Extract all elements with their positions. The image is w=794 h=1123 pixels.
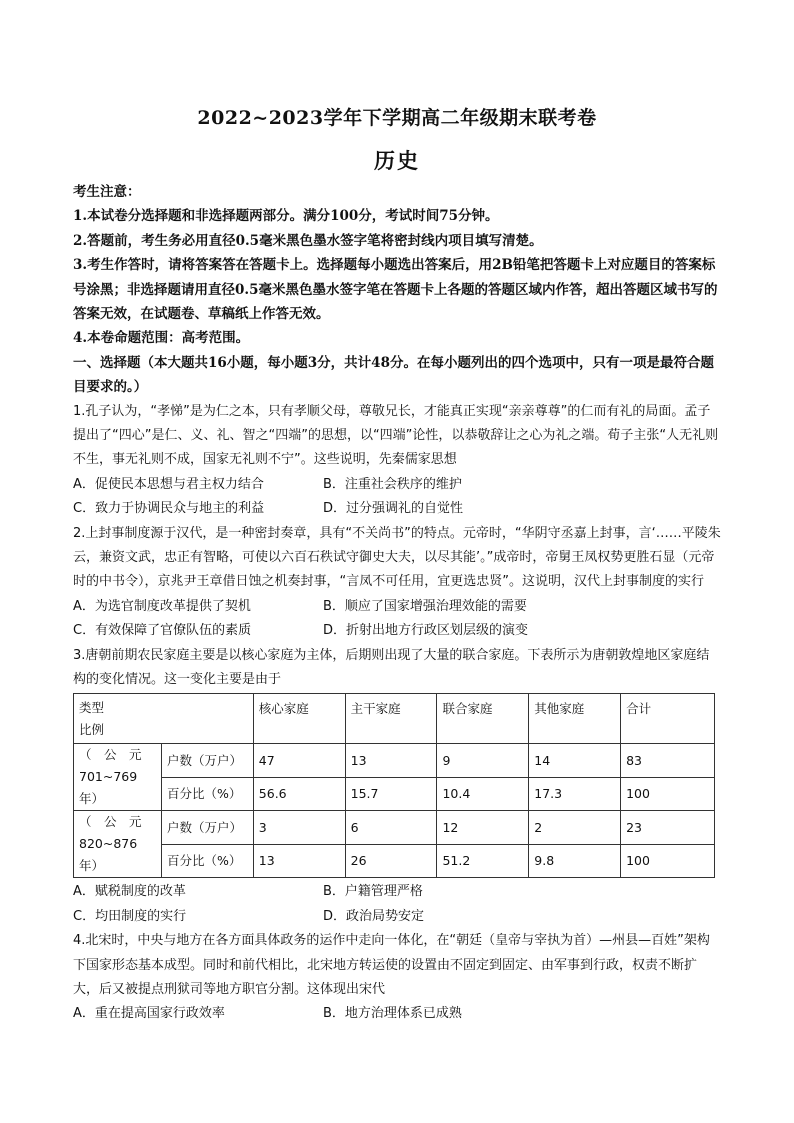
table-cell: 51.2 [437, 844, 529, 878]
table-header: 联合家庭 [437, 694, 529, 744]
notice-item: 3.考生作答时，请将答案答在答题卡上。选择题每小题选出答案后，用2B铅笔把答题卡上对应题目的答案标号涂黑；非选择题请用直径0.5毫米黑色墨水签字笔在答题卡上各题的答题区域内作答，超出答题区域书写的答案无效，在试题卷、草稿纸上作答无效。 [73, 257, 718, 323]
question-stem: 3.唐朝前期农民家庭主要是以核心家庭为主体，后期则出现了大量的联合家庭。下表所示为唐朝敦煌地区家庭结构的变化情况。这一变化主要是由于 [73, 647, 710, 688]
table-corner-bottom: 比例 [79, 721, 105, 737]
table-header: 核心家庭 [253, 694, 345, 744]
era-line: 820~876年） [79, 836, 138, 874]
option-c: C．有效保障了官僚队伍的素质 [73, 623, 252, 639]
table-row [74, 744, 715, 778]
table-cell: 100 [621, 777, 715, 811]
table-header: 其他家庭 [529, 694, 621, 744]
subject-title: 历史 [374, 148, 420, 173]
exam-content [73, 180, 721, 1027]
notice-heading: 考生注意： [73, 184, 141, 200]
table-cell: 23 [621, 811, 715, 845]
table-era-cell [74, 744, 162, 811]
table-cell: 13 [345, 744, 437, 778]
notice-item: 1.本试卷分选择题和非选择题两部分。满分100分，考试时间75分钟。 [73, 208, 499, 225]
era-line: （ 公 元 [79, 747, 142, 763]
table-era-cell [74, 811, 162, 878]
table-cell: 2 [529, 811, 621, 845]
option-d: D．过分强调礼的自觉性 [323, 501, 464, 517]
table-row [74, 811, 715, 845]
option-a: A．重在提高国家行政效率 [73, 1006, 225, 1022]
option-a: A．赋税制度的改革 [73, 884, 186, 900]
era-line: （ 公 元 [79, 814, 142, 830]
option-a: A．为选官制度改革提供了契机 [73, 598, 251, 614]
era-line: 701~769年） [79, 769, 138, 807]
table-cell: 100 [621, 844, 715, 878]
table-cell: 47 [253, 744, 345, 778]
option-a: A．促使民本思想与君主权力结合 [73, 476, 264, 492]
option-row [73, 1002, 721, 1026]
option-row [73, 473, 721, 497]
table-row-label: 百分比（%） [161, 844, 253, 878]
option-b: B．户籍管理严格 [323, 884, 423, 900]
table-cell: 15.7 [345, 777, 437, 811]
question-stem: 4.北宋时，中央与地方在各方面具体政务的运作中走向一体化，在“朝廷（皇帝与宰执为首）—州县—百姓”架构下国家形态基本成型。同时和前代相比，北宋地方转运使的设置由不固定到固定、由军事到行政，权责不断扩大，后又被提点刑狱司等地方职官分割。这体现出宋代 [73, 933, 710, 998]
table-cell: 9.8 [529, 844, 621, 878]
option-d: D．折射出地方行政区划层级的演变 [323, 623, 529, 639]
table-corner-cell [74, 694, 254, 744]
table-row-label: 百分比（%） [161, 777, 253, 811]
table-cell: 6 [345, 811, 437, 845]
option-d: D．政治局势安定 [323, 908, 425, 924]
table-cell: 17.3 [529, 777, 621, 811]
exam-title: 2022~2023学年下学期高二年级期末联考卷 [197, 107, 597, 129]
table-header: 合计 [621, 694, 715, 744]
table-header: 主干家庭 [345, 694, 437, 744]
table-row-label: 户数（万户） [161, 811, 253, 845]
table-corner-top: 类型 [79, 699, 105, 715]
option-b: B．注重社会秩序的维护 [323, 476, 462, 492]
table-cell: 12 [437, 811, 529, 845]
table-row [74, 777, 715, 811]
table-cell: 3 [253, 811, 345, 845]
notice-item: 4.本卷命题范围：高考范围。 [73, 330, 250, 347]
option-c: C．均田制度的实行 [73, 908, 187, 924]
option-row [73, 619, 721, 643]
option-row [73, 905, 721, 929]
option-row [73, 595, 721, 619]
table-cell: 9 [437, 744, 529, 778]
option-b: B．顺应了国家增强治理效能的需要 [323, 598, 527, 614]
notice-item: 2.答题前，考生务必用直径0.5毫米黑色墨水签字笔将密封线内项目填写清楚。 [73, 232, 543, 249]
option-row [73, 497, 721, 521]
question-stem: 2.上封事制度源于汉代，是一种密封奏章，具有“不关尚书”的特点。元帝时，“华阴守丞嘉上封事，言‘……平陵朱云，兼资文武，忠正有智略，可使以六百石秩试守御史大夫，以尽其能’。”成帝时，帝舅王凤权势更胜石显（元帝时的中书令），京兆尹王章借日蚀之机奏封事，“言凤不可任用，宜更选忠贤”。这说明，汉代上封事制度的实行 [73, 525, 721, 590]
table-cell: 26 [345, 844, 437, 878]
family-structure-table [73, 693, 715, 878]
option-c: C．致力于协调民众与地主的利益 [73, 501, 265, 517]
section-heading: 一、选择题（本大题共16小题，每小题3分，共计48分。在每小题列出的四个选项中，只有一项是最符合题目要求的。） [73, 354, 714, 396]
table-cell: 13 [253, 844, 345, 878]
table-cell: 83 [621, 744, 715, 778]
question-stem: 1.孔子认为，“孝悌”是为仁之本，只有孝顺父母，尊敬兄长，才能真正实现“亲亲尊尊”的仁而有礼的局面。孟子提出了“四心”是仁、义、礼、智之“四端”的思想，以“四端”论性，以恭敬辞让之心为礼之端。荀子主张“人无礼则不生，事无礼则不成，国家无礼则不宁”。这些说明，先秦儒家思想 [73, 403, 719, 468]
table-row-label: 户数（万户） [161, 744, 253, 778]
table-cell: 56.6 [253, 777, 345, 811]
table-row [74, 844, 715, 878]
table-cell: 14 [529, 744, 621, 778]
option-b: B．地方治理体系已成熟 [323, 1006, 462, 1022]
table-cell: 10.4 [437, 777, 529, 811]
option-row [73, 880, 721, 904]
